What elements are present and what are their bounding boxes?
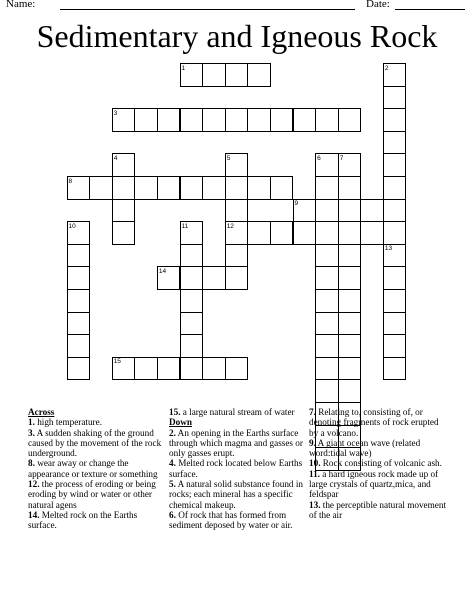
crossword-cell[interactable] xyxy=(247,176,271,200)
clue-text: Melted rock on the Earths surface. xyxy=(28,509,138,531)
clue-number-label: 9 xyxy=(294,200,299,208)
clue-item xyxy=(169,428,304,459)
crossword-cell[interactable] xyxy=(180,289,204,313)
crossword-cell[interactable] xyxy=(383,289,407,313)
crossword-cell[interactable] xyxy=(338,312,362,336)
crossword-cell[interactable] xyxy=(338,199,362,223)
down-clue-list-continued xyxy=(309,407,449,520)
clue-number: 12. xyxy=(28,479,40,490)
crossword-cell[interactable] xyxy=(383,334,407,358)
crossword-cell[interactable] xyxy=(383,357,407,381)
clue-number: 10. xyxy=(309,458,321,469)
crossword-cell[interactable] xyxy=(338,108,362,132)
down-heading: Down xyxy=(169,417,192,428)
crossword-cell[interactable] xyxy=(383,221,407,245)
crossword-cell[interactable] xyxy=(180,108,204,132)
crossword-cell[interactable] xyxy=(293,221,317,245)
crossword-cell[interactable] xyxy=(202,63,226,87)
clue-text: Of rock that has formed from sediment deposed by water or air. xyxy=(169,509,293,531)
crossword-cell[interactable] xyxy=(383,86,407,110)
crossword-cell[interactable] xyxy=(157,357,181,381)
crossword-cell[interactable] xyxy=(225,357,249,381)
clue-text: the perceptible natural movement of the air xyxy=(309,499,446,520)
crossword-cell[interactable] xyxy=(202,108,226,132)
clue-number: 9. xyxy=(309,437,316,448)
clue-text: An opening in the Earths surface through which magma and gasses or only gasses erupt. xyxy=(169,427,303,459)
crossword-cell[interactable] xyxy=(180,176,204,200)
across-clues-column xyxy=(28,407,163,531)
crossword-cell[interactable] xyxy=(180,334,204,358)
clue-number: 4. xyxy=(169,458,176,469)
clue-item xyxy=(28,417,163,427)
crossword-cell[interactable] xyxy=(383,176,407,200)
crossword-cell[interactable] xyxy=(338,334,362,358)
crossword-cell[interactable] xyxy=(338,289,362,313)
clue-text: A natural solid substance found in rocks; each mineral has a specific chemical makeup. xyxy=(169,479,303,510)
clue-text: a hard igneous rock made up of large crystals of quartz,mica, and feldspar xyxy=(309,468,439,500)
page-title: Sedimentary and Igneous Rock xyxy=(36,18,438,54)
clue-item xyxy=(309,407,449,438)
crossword-cell[interactable] xyxy=(180,244,204,268)
crossword-cell[interactable] xyxy=(338,221,362,245)
crossword-cell[interactable] xyxy=(383,131,407,155)
crossword-cell[interactable] xyxy=(383,199,407,223)
crossword-cell[interactable] xyxy=(338,379,362,403)
name-label: Name: xyxy=(6,0,36,10)
clue-number-label: 11 xyxy=(181,222,189,230)
crossword-cell[interactable] xyxy=(383,266,407,290)
clue-number-label: 2 xyxy=(384,64,389,72)
crossword-cell[interactable] xyxy=(293,108,317,132)
clue-number-label: 15 xyxy=(113,358,121,366)
down-clue-list xyxy=(169,428,304,531)
crossword-cell[interactable] xyxy=(338,244,362,268)
clue-item xyxy=(28,510,163,531)
clue-number: 14. xyxy=(28,509,40,520)
crossword-cell[interactable] xyxy=(338,176,362,200)
crossword-cell[interactable] xyxy=(383,153,407,177)
crossword-cell[interactable] xyxy=(67,312,91,336)
crossword-cell[interactable] xyxy=(315,379,339,403)
clue-number: 7. xyxy=(309,407,316,417)
clue-number-label: 13 xyxy=(384,245,393,253)
clue-item xyxy=(28,458,163,479)
clue-number-label: 7 xyxy=(339,154,344,162)
crossword-cell[interactable] xyxy=(134,357,158,381)
clue-text: A giant ocean wave (related word:tidal wave) xyxy=(309,437,421,459)
clue-text: Melted rock located below Earths surface. xyxy=(169,458,303,479)
clue-item xyxy=(309,469,449,500)
clue-text: A sudden shaking of the ground caused by the movement of the rock underground. xyxy=(28,427,162,459)
crossword-cell[interactable] xyxy=(225,108,249,132)
crossword-cell[interactable] xyxy=(338,357,362,381)
clue-number-label: 6 xyxy=(317,154,321,162)
crossword-cell[interactable] xyxy=(67,266,91,290)
crossword-cell[interactable] xyxy=(112,176,136,200)
crossword-cell[interactable] xyxy=(67,289,91,313)
crossword-cell[interactable] xyxy=(270,108,294,132)
crossword-cell[interactable] xyxy=(270,221,294,245)
clue-item xyxy=(28,428,163,459)
crossword-cell[interactable] xyxy=(202,176,226,200)
crossword-cell[interactable] xyxy=(202,266,226,290)
crossword-cell[interactable] xyxy=(112,221,136,245)
clue-text: wear away or change the appearance or texture or something xyxy=(28,458,158,479)
across-clue-list-continued xyxy=(169,407,304,417)
clue-text: a large natural stream of water xyxy=(180,407,295,417)
clue-number-label: 5 xyxy=(226,154,231,162)
crossword-cell[interactable] xyxy=(67,357,91,381)
crossword-cell[interactable] xyxy=(315,176,339,200)
crossword-cell[interactable] xyxy=(270,176,294,200)
date-label: Date: xyxy=(366,0,390,10)
clue-number-label: 1 xyxy=(181,64,186,72)
clue-number-label: 4 xyxy=(113,154,118,162)
clue-item xyxy=(309,438,449,459)
crossword-cell[interactable] xyxy=(360,199,384,223)
clue-number-label: 8 xyxy=(68,177,73,185)
crossword-cell[interactable] xyxy=(67,244,91,268)
crossword-cell[interactable] xyxy=(67,334,91,358)
crossword-cell[interactable] xyxy=(180,312,204,336)
clue-text: high temperature. xyxy=(34,417,102,428)
crossword-cell[interactable] xyxy=(315,312,339,336)
crossword-cell[interactable] xyxy=(225,176,249,200)
clues-column-middle xyxy=(169,407,304,531)
crossword-cell[interactable] xyxy=(247,221,271,245)
crossword-cell[interactable] xyxy=(338,266,362,290)
crossword-cell[interactable] xyxy=(315,289,339,313)
clue-number: 13. xyxy=(309,499,321,510)
clue-text: Relating to, consisting of, or denoting fragments of rock erupted by a volcano. xyxy=(309,407,439,438)
crossword-cell[interactable] xyxy=(315,108,339,132)
clue-item xyxy=(169,479,304,510)
clue-number: 2. xyxy=(169,427,176,438)
crossword-cell[interactable] xyxy=(157,108,181,132)
crossword-cell[interactable] xyxy=(315,244,339,268)
crossword-cell[interactable] xyxy=(225,199,249,223)
crossword-cell[interactable] xyxy=(225,244,249,268)
crossword-cell[interactable] xyxy=(383,108,407,132)
clue-text: Rock consisting of volcanic ash. xyxy=(320,458,442,469)
across-clue-list xyxy=(28,417,163,530)
clue-item xyxy=(28,479,163,510)
across-heading: Across xyxy=(28,407,55,417)
clue-item xyxy=(169,407,304,417)
crossword-cell[interactable] xyxy=(360,221,384,245)
crossword-cell[interactable] xyxy=(134,108,158,132)
crossword-cell[interactable] xyxy=(202,357,226,381)
crossword-cell[interactable] xyxy=(157,176,181,200)
crossword-cell[interactable] xyxy=(225,63,249,87)
clue-item xyxy=(169,458,304,479)
crossword-cell[interactable] xyxy=(315,334,339,358)
clue-item xyxy=(309,458,449,468)
clue-item xyxy=(169,510,304,531)
crossword-cell[interactable] xyxy=(225,266,249,290)
crossword-cell[interactable] xyxy=(315,199,339,223)
clue-number: 6. xyxy=(169,509,176,520)
crossword-cell[interactable] xyxy=(112,199,136,223)
clue-number-label: 14 xyxy=(158,267,167,275)
crossword-cell[interactable] xyxy=(315,221,339,245)
clue-number: 8. xyxy=(28,458,35,469)
crossword-cell[interactable] xyxy=(180,357,204,381)
crossword-cell[interactable] xyxy=(134,176,158,200)
clue-number: 11. xyxy=(309,468,320,479)
clue-number-label: 3 xyxy=(113,109,118,117)
crossword-cell[interactable] xyxy=(247,108,271,132)
clue-number: 1. xyxy=(28,417,35,428)
clue-item xyxy=(309,500,449,521)
clue-number-label: 10 xyxy=(68,222,76,230)
crossword-cell[interactable] xyxy=(315,357,339,381)
clues-column-right xyxy=(309,407,449,520)
clue-number-label: 12 xyxy=(226,222,234,230)
clue-number: 3. xyxy=(28,427,35,438)
crossword-cell[interactable] xyxy=(247,63,271,87)
crossword-cell[interactable] xyxy=(383,312,407,336)
crossword-cell[interactable] xyxy=(89,176,113,200)
clue-number: 15. xyxy=(169,407,181,417)
clue-number: 5. xyxy=(169,479,176,490)
crossword-cell[interactable] xyxy=(180,266,204,290)
crossword-cell[interactable] xyxy=(315,266,339,290)
clue-text: the process of eroding or being eroding by wind or water or other natural agens xyxy=(28,479,156,510)
